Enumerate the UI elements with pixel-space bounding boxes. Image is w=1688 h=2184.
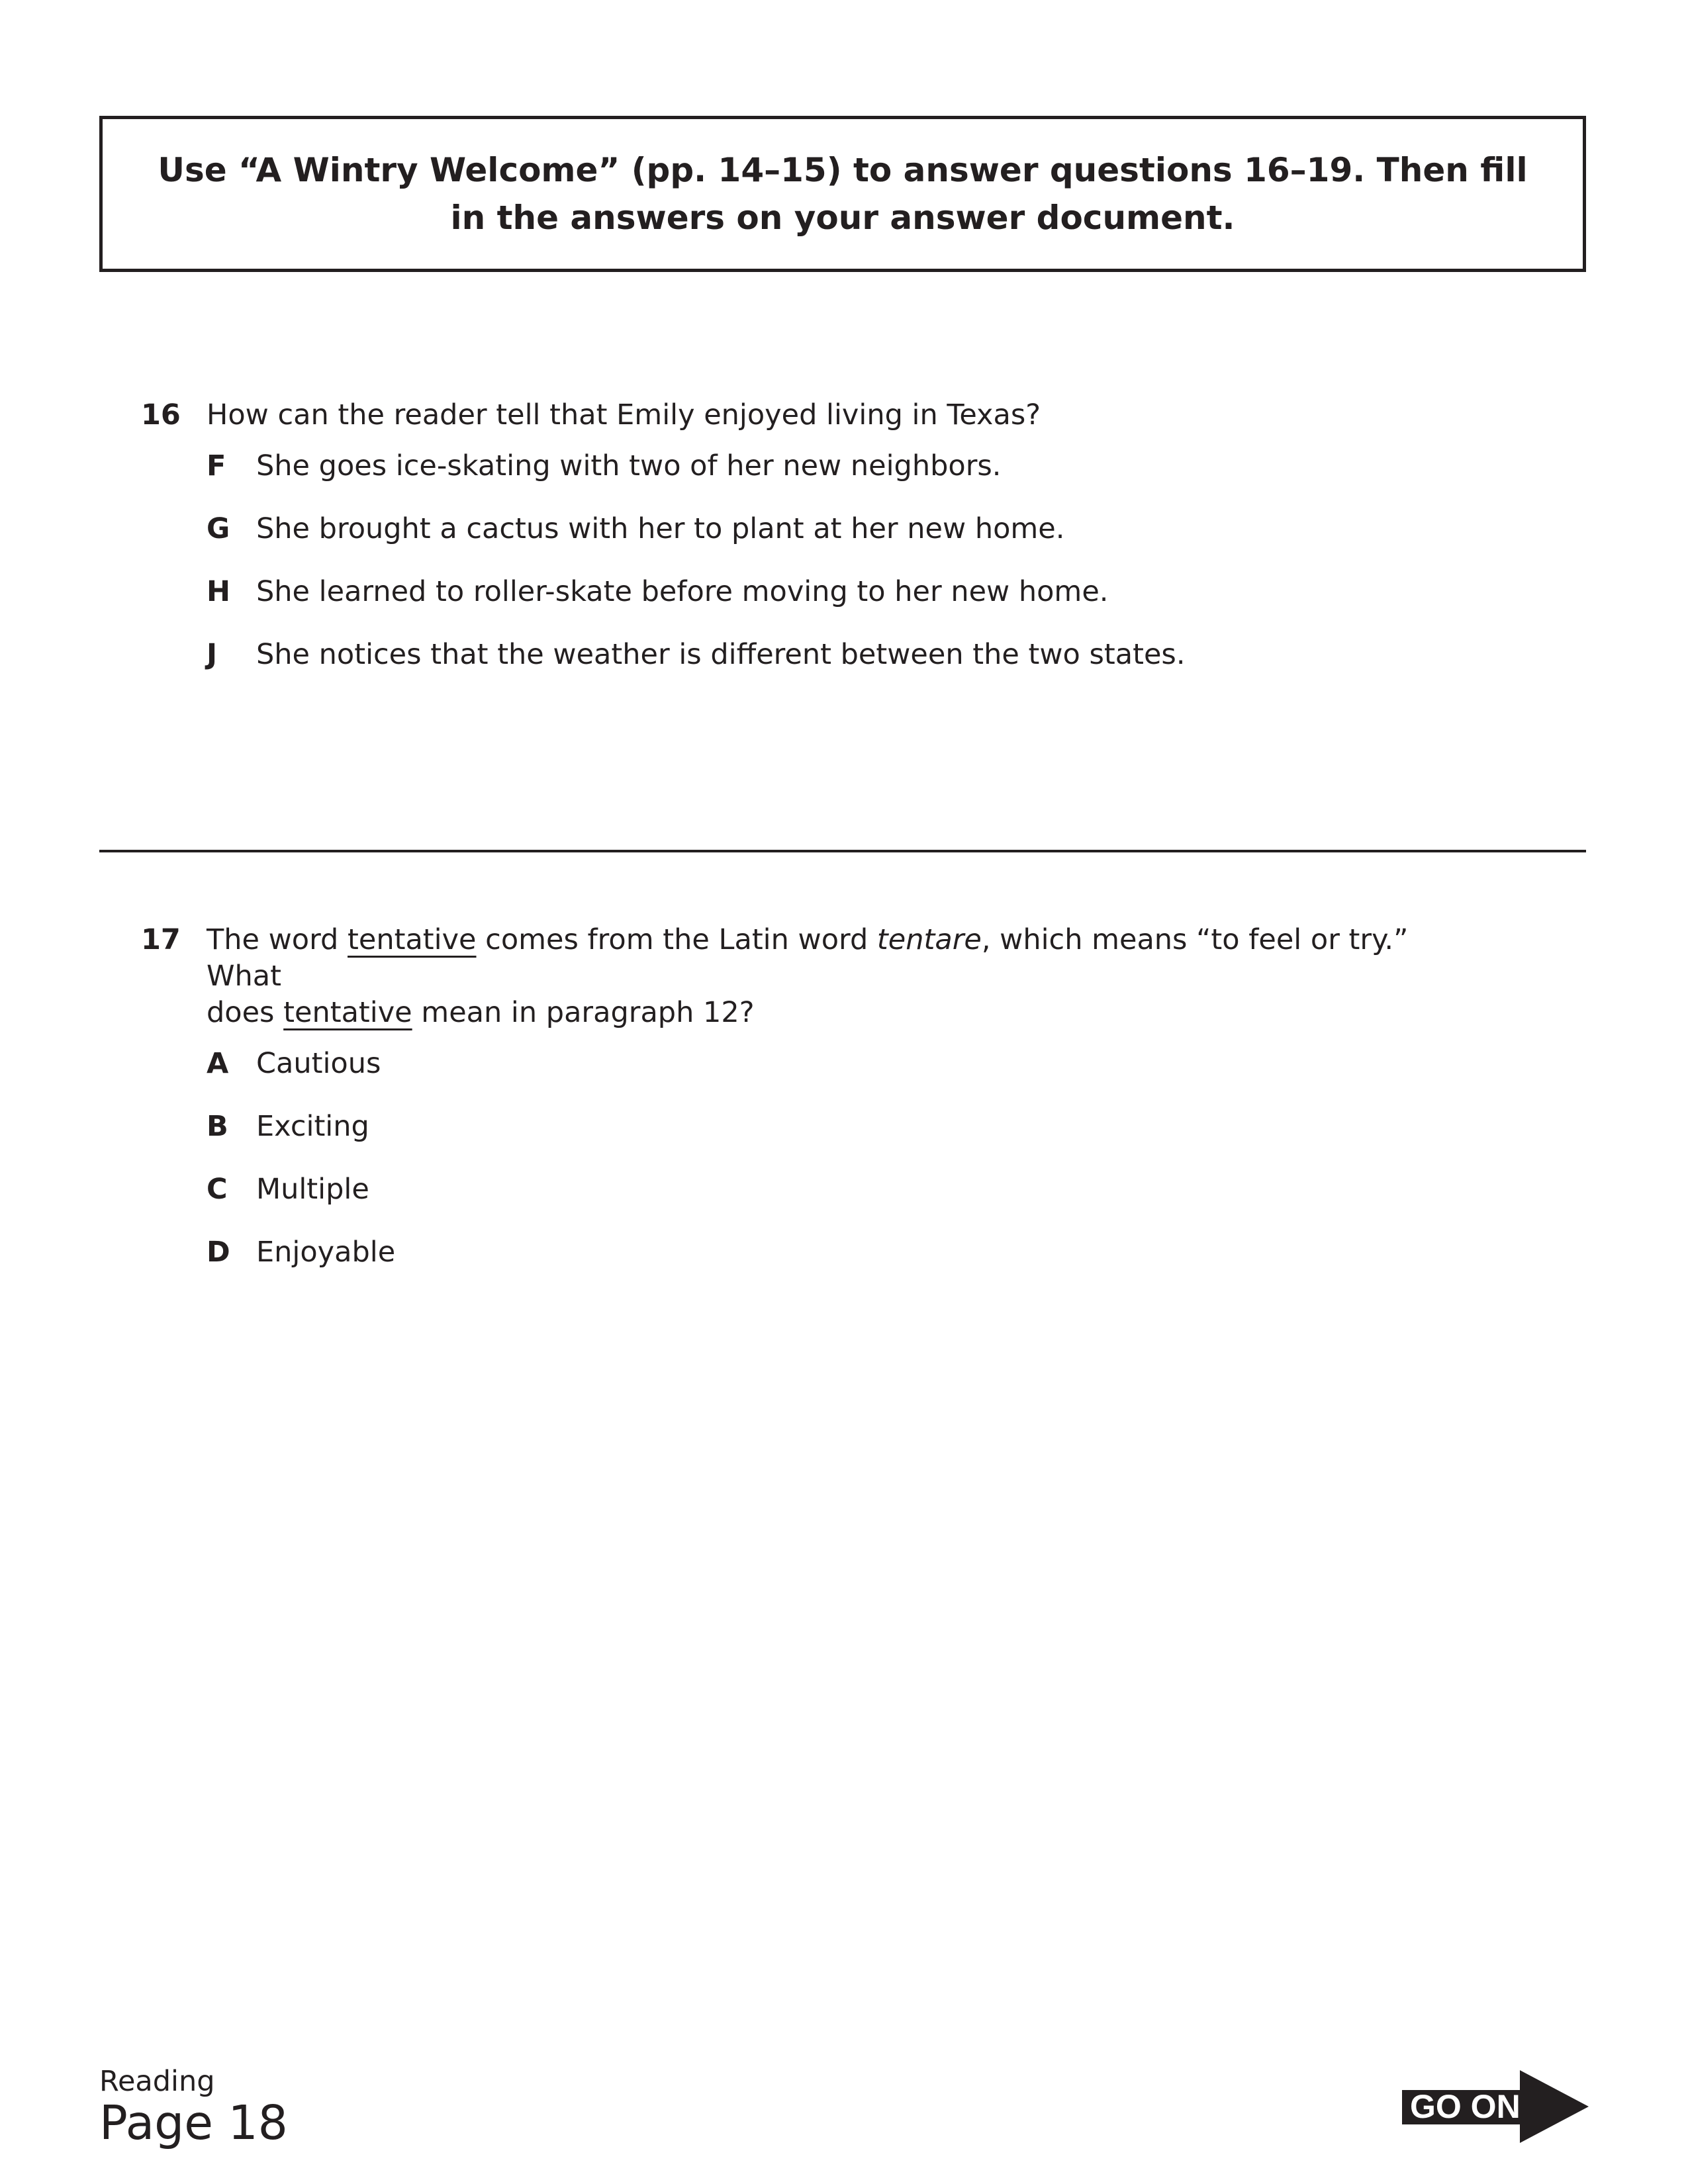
instruction-box xyxy=(99,116,1586,272)
go-on-label: GO ON xyxy=(1410,2088,1521,2125)
question-stem xyxy=(99,922,1489,1031)
question-number: 17 xyxy=(141,923,181,956)
option-letter: F xyxy=(207,449,226,482)
option-text: She learned to roller-skate before moving to her new home. xyxy=(256,575,1109,608)
option-text: She brought a cactus with her to plant at her new home. xyxy=(256,512,1065,545)
instruction-line-1: Use “A Wintry Welcome” (pp. 14–15) to answer questions 16–19. Then fill xyxy=(158,151,1528,189)
question-text: How can the reader tell that Emily enjoyed living in Texas? xyxy=(207,398,1041,432)
underlined-word: tentative xyxy=(283,996,412,1029)
option-f[interactable] xyxy=(99,448,1489,484)
option-a[interactable] xyxy=(99,1046,1489,1082)
option-b[interactable] xyxy=(99,1109,1489,1145)
underlined-word: tentative xyxy=(348,923,477,956)
option-text: She notices that the weather is different between the two states. xyxy=(256,638,1186,671)
option-letter: G xyxy=(207,512,230,545)
option-j[interactable] xyxy=(99,637,1489,673)
option-text: Cautious xyxy=(256,1047,381,1080)
option-text: Enjoyable xyxy=(256,1236,396,1269)
stem-part: , which means “to feel or try.” What xyxy=(207,923,1409,993)
stem-part: comes from the Latin word xyxy=(476,923,877,956)
section-divider xyxy=(99,850,1586,852)
go-on-arrow-icon xyxy=(1402,2070,1589,2143)
option-g[interactable] xyxy=(99,511,1489,547)
stem-part: does xyxy=(207,996,284,1029)
option-letter: B xyxy=(207,1110,228,1143)
option-h[interactable] xyxy=(99,574,1489,610)
option-letter: D xyxy=(207,1236,230,1269)
option-text: Exciting xyxy=(256,1110,369,1143)
option-letter: C xyxy=(207,1173,228,1206)
instruction-line-2: in the answers on your answer document. xyxy=(450,199,1235,237)
page-number: Page 18 xyxy=(99,2095,288,2150)
option-letter: H xyxy=(207,575,230,608)
stem-part: The word xyxy=(207,923,348,956)
answer-options xyxy=(99,448,1489,673)
question-stem xyxy=(99,397,1489,433)
footer-section-label: Reading xyxy=(99,2065,215,2098)
option-c[interactable] xyxy=(99,1171,1489,1208)
question-text xyxy=(207,922,1464,1031)
option-text: Multiple xyxy=(256,1173,369,1206)
question-17 xyxy=(99,922,1489,1297)
stem-part: mean in paragraph 12? xyxy=(412,996,755,1029)
option-letter: A xyxy=(207,1047,229,1080)
question-16 xyxy=(99,397,1489,700)
question-number: 16 xyxy=(141,398,181,432)
latin-word: tentare xyxy=(876,923,982,956)
instruction-text xyxy=(154,146,1531,242)
option-text: She goes ice-skating with two of her new neighbors. xyxy=(256,449,1002,482)
answer-options xyxy=(99,1046,1489,1271)
option-letter: J xyxy=(207,638,217,671)
option-d[interactable] xyxy=(99,1234,1489,1271)
